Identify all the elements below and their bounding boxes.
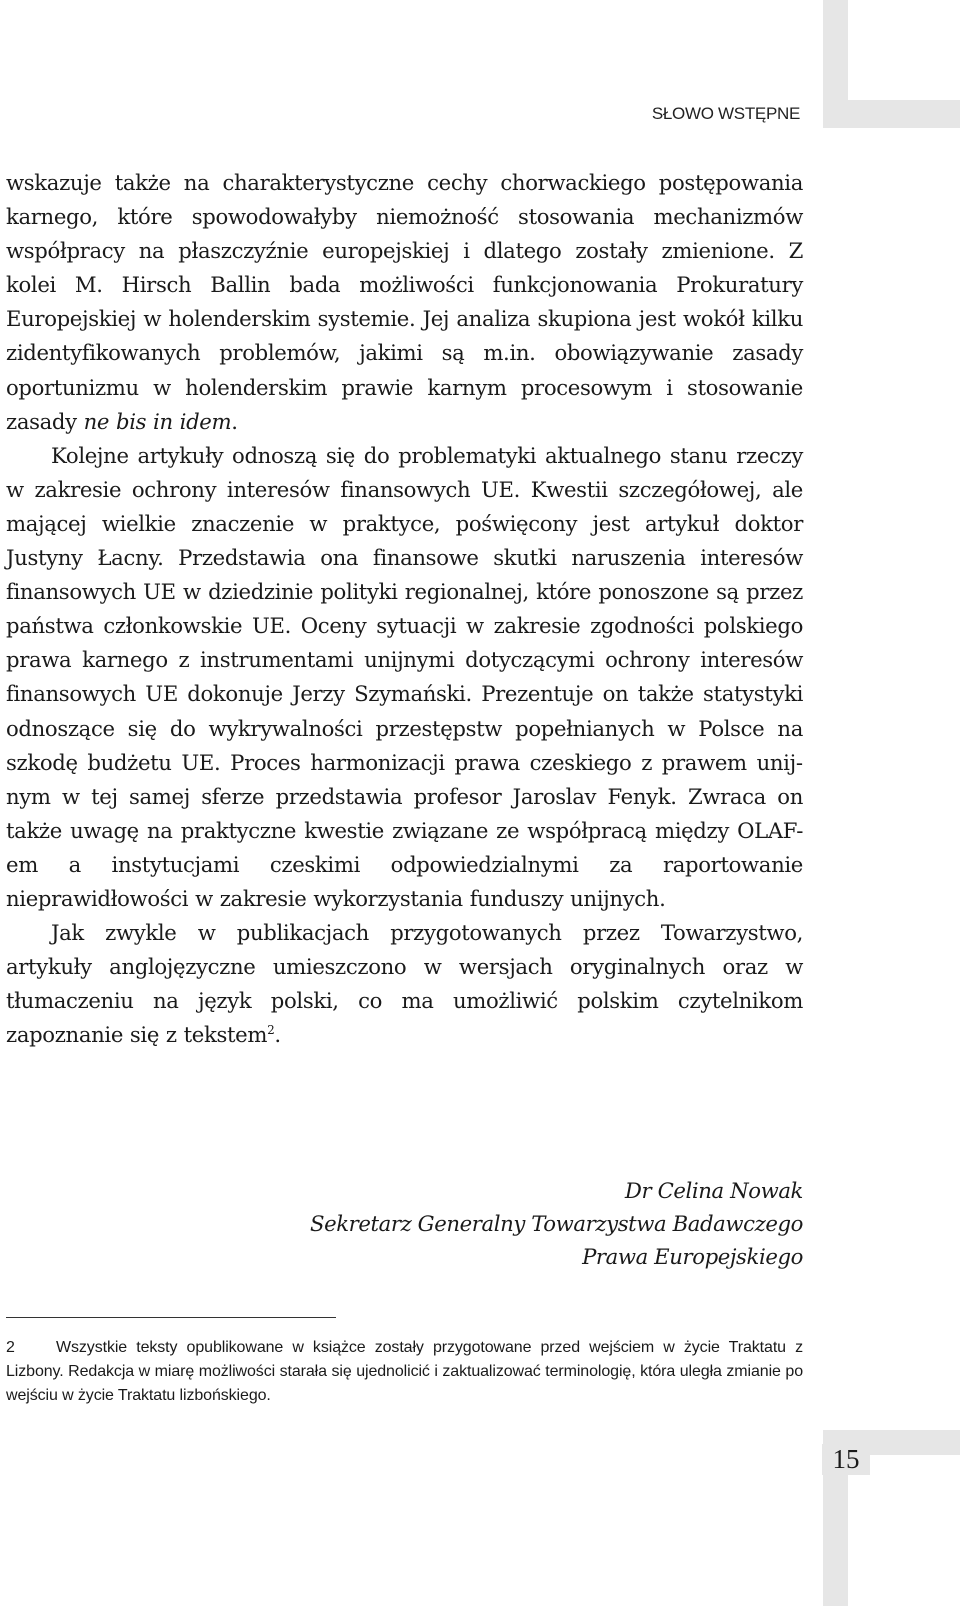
body-text: [6, 166, 803, 1052]
corner-decoration-top-inner: [848, 0, 960, 100]
signature-block: [310, 1174, 803, 1273]
signature-role-line-1: Sekretarz Generalny Towarzystwa Badawczego: [309, 1211, 803, 1236]
paragraph-3-end: .: [274, 1022, 281, 1048]
footnote-text: Wszystkie teksty opublikowane w książce zostały przygotowane przed wejściem w życie Traktatu z Lizbony. Redakcja w miarę możliwości starała się ujednolicić i zaktualizować terminologię, która uległa zmianie po wejściu w życie Traktatu lizbońskiego.: [6, 1339, 803, 1404]
paragraph-1-text: wskazuje także na charakterystyczne cechy chorwackiego postępowania karnego, które spowodowałyby niemożność stosowania mechanizmów współpracy na płaszczyźnie europejskiej i dlatego zostały zmienione. Z kolei M. Hirsch Ballin bada możliwości funkcjonowania Prokuratury Europejskiej w holenderskim systemie. Jej analiza skupiona jest wokół kilku zidentyfikowanych problemów, jakimi są m.in. obowiązywanie zasady oportunizmu w holenderskim prawie karnym procesowym i stosowanie zasady: [6, 170, 803, 434]
paragraph-2: Kolejne artykuły odnoszą się do problematyki aktualnego stanu rzeczy w zakresie ochrony interesów finansowych UE. Kwestii szczegółowej, ale mającej wielkie znaczenie w praktyce, poświęcony jest artykuł doktor Justyny Łacny. Przedstawia ona finansowe skutki naruszenia interesów finansowych UE w dziedzinie polityki regionalnej, które ponoszone są przez państwa członkowskie UE. Oceny sytuacji w zakresie zgodności polskiego prawa karnego z instrumentami unijnymi dotyczącymi ochrony interesów finansowych UE dokonuje Jerzy Szymański. Prezentuje on także statystyki odnoszące się do wykrywalności przestępstw popełnianych w Polsce na szkodę budżetu UE. Proces harmonizacji prawa czeskiego z prawem unijnym w tej samej sferze przedstawia profesor Jaroslav Fenyk. Zwraca on także uwagę na praktyczne kwestie związane ze współpracą między OLAF-em a instytucjami czeskimi odpowiedzialnymi za raportowanie nieprawidłowości w zakresie wykorzystania funduszy unijnych.: [6, 442, 803, 911]
footnote-number: 2: [6, 1339, 15, 1356]
latin-phrase: ne bis in idem: [83, 408, 232, 434]
paragraph-3-text: Jak zwykle w publikacjach przygotowanych przez Towarzystwo, artykuły anglojęzyczne umieszczono w wersjach oryginalnych oraz w tłumaczeniu na język polski, co ma umożliwić polskim czytelnikom zapoznanie się z tekstem: [6, 920, 803, 1048]
running-head: SŁOWO WSTĘPNE: [651, 104, 800, 123]
paragraph-1: [6, 166, 803, 439]
signature-role-line-2: Prawa Europejskiego: [582, 1244, 803, 1269]
paragraph-3: [6, 916, 803, 1052]
footnote: [6, 1336, 803, 1408]
paragraph-1-end: .: [231, 408, 238, 434]
page-number: 15: [822, 1444, 870, 1475]
signature-name: Dr Celina Nowak: [624, 1178, 803, 1203]
footnote-reference[interactable]: 2: [267, 1023, 275, 1038]
footnote-divider: [6, 1317, 336, 1318]
corner-decoration-bottom-inner: [848, 1455, 960, 1606]
